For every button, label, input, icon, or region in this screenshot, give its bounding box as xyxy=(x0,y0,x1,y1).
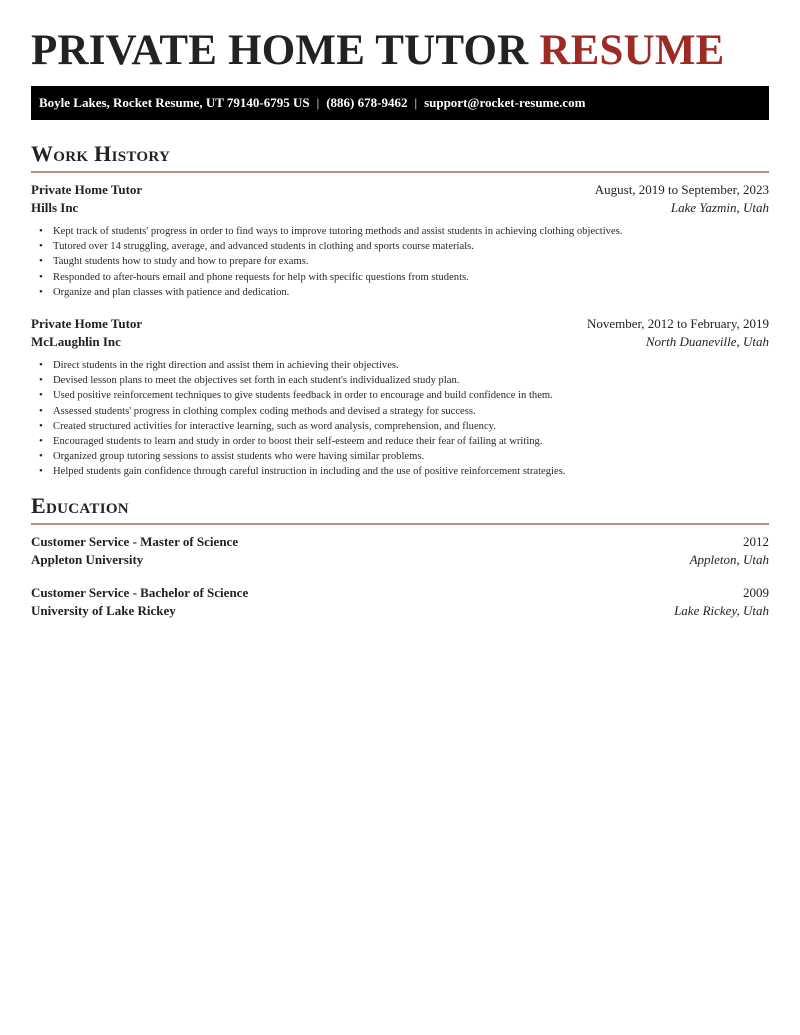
education-school-row xyxy=(31,551,769,569)
job-company-row xyxy=(31,333,769,351)
education-degree-row xyxy=(31,584,769,602)
section-title-work-history: Work History xyxy=(31,141,171,166)
job-position: Private Home Tutor xyxy=(31,182,143,197)
contact-separator: | xyxy=(316,95,320,110)
contact-phone: (886) 678-9462 xyxy=(326,95,408,110)
job-bullet-list xyxy=(31,224,769,300)
job-dates: November, 2012 to February, 2019 xyxy=(586,316,769,331)
education-degree: Customer Service - Bachelor of Science xyxy=(31,585,249,600)
job-bullet-list xyxy=(31,358,769,480)
contact-address: Boyle Lakes, Rocket Resume, UT 79140-6795 US xyxy=(39,95,310,110)
contact-separator: | xyxy=(414,95,418,110)
job-header-row xyxy=(31,181,769,199)
list-item: • Organized group tutoring sessions to assist students who were having similar problems. xyxy=(53,449,769,464)
contact-bar xyxy=(31,86,769,120)
title-accent: RESUME xyxy=(539,27,725,74)
resume-title xyxy=(31,25,725,77)
section-divider xyxy=(31,171,769,173)
education-year: 2012 xyxy=(743,534,769,549)
job-location: Lake Yazmin, Utah xyxy=(670,200,769,215)
education-degree: Customer Service - Master of Science xyxy=(31,534,239,549)
list-item: • Tutored over 14 struggling, average, and advanced students in clothing and sports course materials. xyxy=(53,239,769,254)
list-item: • Created structured activities for interactive learning, such as word analysis, comprehension, and fluency. xyxy=(53,419,769,434)
education-location: Lake Rickey, Utah xyxy=(674,603,769,618)
education-school: University of Lake Rickey xyxy=(31,603,176,618)
job-location: North Duaneville, Utah xyxy=(645,334,769,349)
list-item: • Kept track of students' progress in order to find ways to improve tutoring methods and assist students in achieving clothing objectives. xyxy=(53,224,769,239)
job-company: McLaughlin Inc xyxy=(31,334,121,349)
list-item: • Organize and plan classes with patience and dedication. xyxy=(53,285,769,300)
job-company-row xyxy=(31,199,769,217)
section-divider xyxy=(31,523,769,525)
education-year: 2009 xyxy=(743,585,769,600)
list-item: • Responded to after-hours email and phone requests for help with specific questions from students. xyxy=(53,270,769,285)
list-item: • Helped students gain confidence through careful instruction in including and the use of positive reinforcement strategies. xyxy=(53,464,769,479)
list-item: • Taught students how to study and how to prepare for exams. xyxy=(53,254,769,269)
education-school: Appleton University xyxy=(31,552,144,567)
list-item: • Used positive reinforcement techniques to give students feedback in order to encourage and build confidence in them. xyxy=(53,388,769,403)
job-header-row xyxy=(31,315,769,333)
education-location: Appleton, Utah xyxy=(689,552,769,567)
list-item: • Direct students in the right direction and assist them in achieving their objectives. xyxy=(53,358,769,373)
job-position: Private Home Tutor xyxy=(31,316,143,331)
list-item: • Encouraged students to learn and study in order to boost their self-esteem and reduce their fear of failing at writing. xyxy=(53,434,769,449)
education-degree-row xyxy=(31,533,769,551)
list-item: • Assessed students' progress in clothing complex coding methods and devised a strategy for success. xyxy=(53,404,769,419)
job-company: Hills Inc xyxy=(31,200,79,215)
education-school-row xyxy=(31,602,769,620)
contact-email: support@rocket-resume.com xyxy=(424,95,586,110)
list-item: • Devised lesson plans to meet the objectives set forth in each student's individualized study plan. xyxy=(53,373,769,388)
title-main: PRIVATE HOME TUTOR xyxy=(31,27,529,74)
section-title-education: Education xyxy=(31,493,129,518)
job-dates: August, 2019 to September, 2023 xyxy=(594,182,769,197)
